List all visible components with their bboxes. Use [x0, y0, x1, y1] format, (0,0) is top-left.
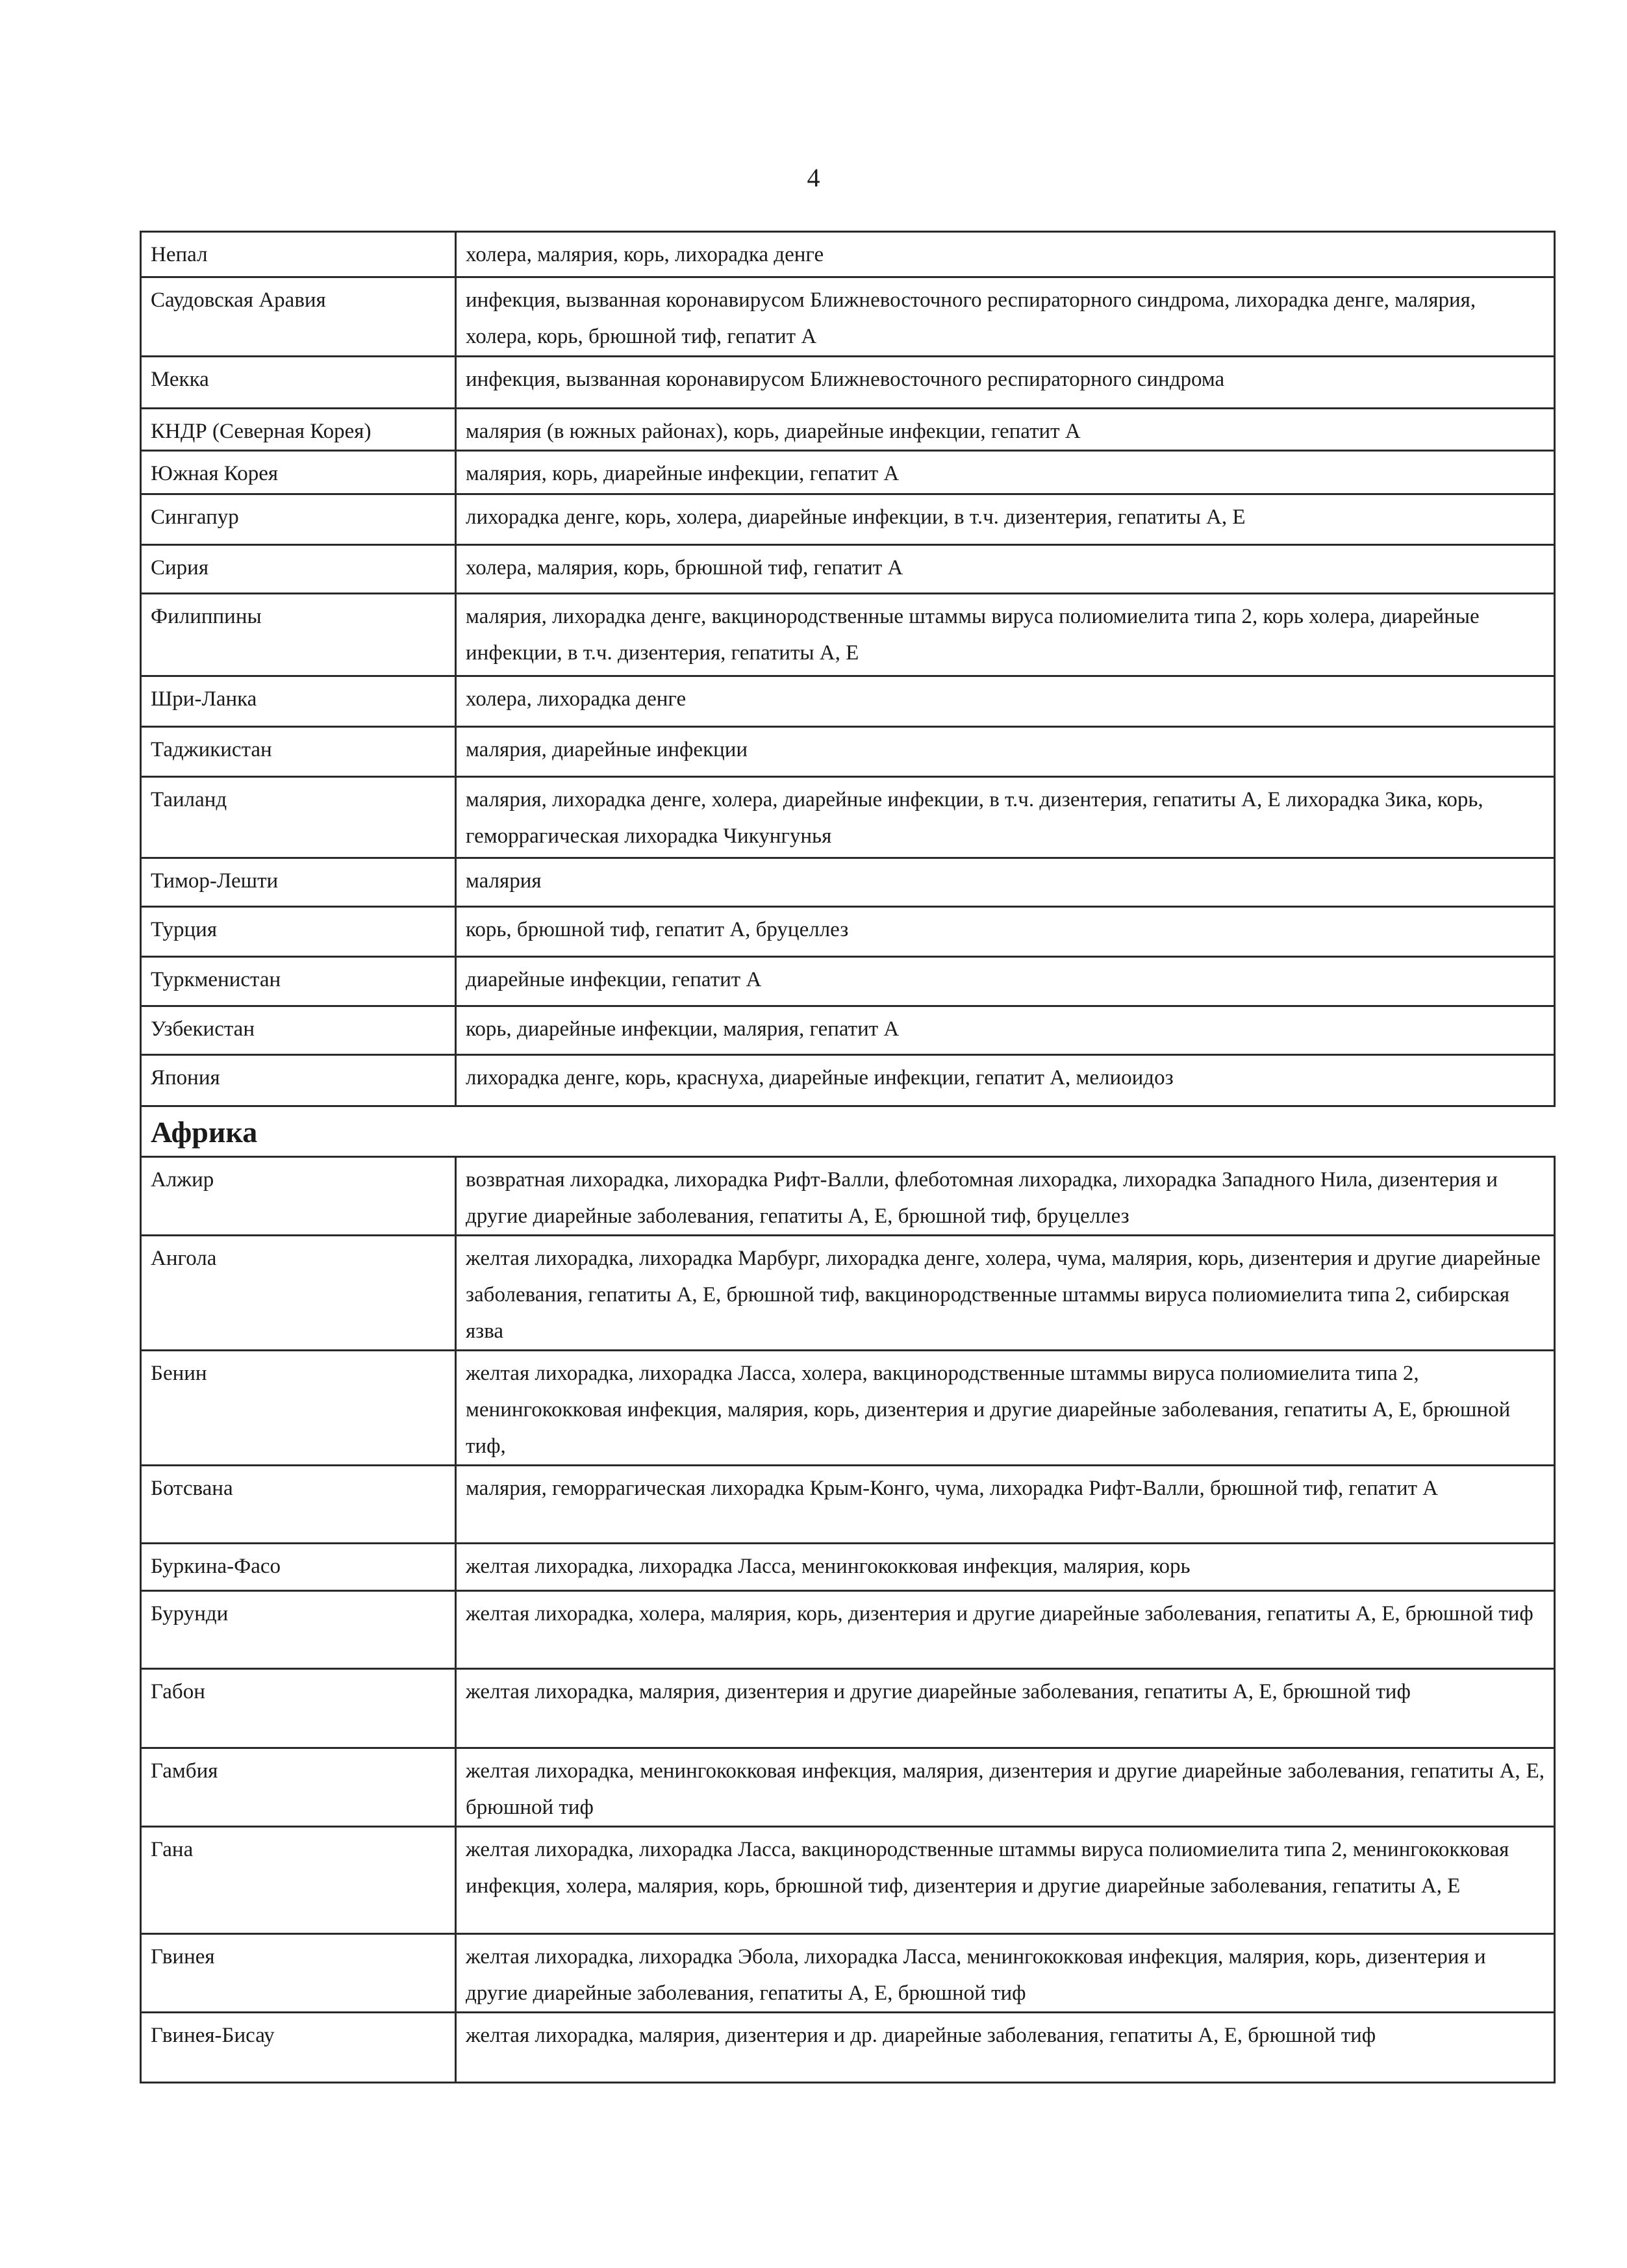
country-cell: Сингапур: [141, 494, 456, 545]
diseases-cell: желтая лихорадка, малярия, дизентерия и другие диарейные заболевания, гепатиты А, Е, брюшной тиф: [456, 1669, 1555, 1748]
country-cell: Филиппины: [141, 594, 456, 676]
diseases-cell: малярия: [456, 858, 1555, 907]
table-row: [141, 451, 1555, 494]
country-cell: Таиланд: [141, 777, 456, 858]
table-row: [141, 409, 1555, 451]
diseases-cell: малярия (в южных районах), корь, диарейные инфекции, гепатит А: [456, 409, 1555, 451]
diseases-cell: желтая лихорадка, лихорадка Ласса, холера, вакцинородственные штаммы вируса полиомиелита типа 2, менингококковая инфекция, малярия, корь, дизентерия и другие диарейные заболевания, гепатиты А, Е, брюшной тиф,: [456, 1351, 1555, 1466]
country-cell: Ангола: [141, 1236, 456, 1351]
table-row: [141, 957, 1555, 1006]
table-row: [141, 594, 1555, 676]
table-row: [141, 1934, 1555, 2013]
diseases-cell: малярия, диарейные инфекции: [456, 727, 1555, 777]
table-row: [141, 1748, 1555, 1827]
table-row: [141, 1351, 1555, 1466]
diseases-cell: желтая лихорадка, менингококковая инфекция, малярия, дизентерия и другие диарейные заболевания, гепатиты А, Е, брюшной тиф: [456, 1748, 1555, 1827]
diseases-cell: малярия, корь, диарейные инфекции, гепатит А: [456, 451, 1555, 494]
diseases-cell: желтая лихорадка, лихорадка Ласса, менингококковая инфекция, малярия, корь: [456, 1544, 1555, 1591]
country-cell: КНДР (Северная Корея): [141, 409, 456, 451]
country-cell: Мекка: [141, 357, 456, 409]
page-number: 4: [807, 163, 820, 192]
country-cell: Южная Корея: [141, 451, 456, 494]
country-cell: Гамбия: [141, 1748, 456, 1827]
country-cell: Сирия: [141, 545, 456, 594]
diseases-cell: желтая лихорадка, малярия, дизентерия и др. диарейные заболевания, гепатиты А, Е, брюшной тиф: [456, 2013, 1555, 2083]
table-row: [141, 1466, 1555, 1544]
country-cell: Непал: [141, 232, 456, 277]
table-row: [141, 232, 1555, 277]
country-cell: Гана: [141, 1827, 456, 1934]
country-cell: Тимор-Лешти: [141, 858, 456, 907]
country-cell: Гвинея: [141, 1934, 456, 2013]
region-header-row: [141, 1106, 1555, 1157]
disease-country-table: [140, 231, 1556, 2083]
table-row: [141, 545, 1555, 594]
diseases-cell: холера, малярия, корь, лихорадка денге: [456, 232, 1555, 277]
table-row: [141, 1827, 1555, 1934]
table-row: [141, 1544, 1555, 1591]
table-row: [141, 494, 1555, 545]
country-cell: Туркменистан: [141, 957, 456, 1006]
country-cell: Бенин: [141, 1351, 456, 1466]
diseases-cell: малярия, лихорадка денге, вакцинородственные штаммы вируса полиомиелита типа 2, корь холера, диарейные инфекции, в т.ч. дизентерия, гепатиты А, Е: [456, 594, 1555, 676]
table-row: [141, 2013, 1555, 2083]
country-cell: Бурунди: [141, 1591, 456, 1669]
diseases-cell: желтая лихорадка, лихорадка Эбола, лихорадка Ласса, менингококковая инфекция, малярия, корь, дизентерия и другие диарейные заболевания, гепатиты А, Е, брюшной тиф: [456, 1934, 1555, 2013]
country-cell: Алжир: [141, 1157, 456, 1236]
table-row: [141, 1006, 1555, 1055]
table-row: [141, 1669, 1555, 1748]
country-cell: Ботсвана: [141, 1466, 456, 1544]
table-row: [141, 1157, 1555, 1236]
table-row: [141, 907, 1555, 957]
country-cell: Таджикистан: [141, 727, 456, 777]
table-row: [141, 858, 1555, 907]
country-cell: Япония: [141, 1055, 456, 1106]
table-body: [141, 232, 1555, 2083]
table-row: [141, 777, 1555, 858]
diseases-cell: лихорадка денге, корь, холера, диарейные инфекции, в т.ч. дизентерия, гепатиты А, Е: [456, 494, 1555, 545]
diseases-cell: лихорадка денге, корь, краснуха, диарейные инфекции, гепатит А, мелиоидоз: [456, 1055, 1555, 1106]
table-row: [141, 1055, 1555, 1106]
table-row: [141, 357, 1555, 409]
table-row: [141, 1591, 1555, 1669]
country-cell: Узбекистан: [141, 1006, 456, 1055]
country-cell: Габон: [141, 1669, 456, 1748]
country-cell: Турция: [141, 907, 456, 957]
country-cell: Гвинея-Бисау: [141, 2013, 456, 2083]
diseases-cell: возвратная лихорадка, лихорадка Рифт-Валли, флеботомная лихорадка, лихорадка Западного Нила, дизентерия и другие диарейные заболевания, гепатиты А, Е, брюшной тиф, бруцеллез: [456, 1157, 1555, 1236]
table-row: [141, 277, 1555, 357]
diseases-cell: желтая лихорадка, лихорадка Ласса, вакцинородственные штаммы вируса полиомиелита типа 2, менингококковая инфекция, холера, малярия, корь, брюшной тиф, дизентерия и другие диарейные заболевания, гепатиты А, Е: [456, 1827, 1555, 1934]
diseases-cell: диарейные инфекции, гепатит А: [456, 957, 1555, 1006]
country-cell: Саудовская Аравия: [141, 277, 456, 357]
diseases-cell: малярия, лихорадка денге, холера, диарейные инфекции, в т.ч. дизентерия, гепатиты А, Е лихорадка Зика, корь, геморрагическая лихорадка Чикунгунья: [456, 777, 1555, 858]
diseases-cell: малярия, геморрагическая лихорадка Крым-Конго, чума, лихорадка Рифт-Валли, брюшной тиф, гепатит А: [456, 1466, 1555, 1544]
diseases-cell: корь, диарейные инфекции, малярия, гепатит А: [456, 1006, 1555, 1055]
table-row: [141, 676, 1555, 727]
region-header-africa: Африка: [141, 1106, 1555, 1157]
diseases-cell: холера, лихорадка денге: [456, 676, 1555, 727]
country-cell: Буркина-Фасо: [141, 1544, 456, 1591]
diseases-cell: инфекция, вызванная коронавирусом Ближневосточного респираторного синдрома: [456, 357, 1555, 409]
diseases-cell: корь, брюшной тиф, гепатит А, бруцеллез: [456, 907, 1555, 957]
table-row: [141, 1236, 1555, 1351]
diseases-cell: холера, малярия, корь, брюшной тиф, гепатит А: [456, 545, 1555, 594]
diseases-cell: желтая лихорадка, лихорадка Марбург, лихорадка денге, холера, чума, малярия, корь, дизентерия и другие диарейные заболевания, гепатиты А, Е, брюшной тиф, вакцинородственные штаммы вируса полиомиелита типа 2, сибирская язва: [456, 1236, 1555, 1351]
diseases-cell: желтая лихорадка, холера, малярия, корь, дизентерия и другие диарейные заболевания, гепатиты А, Е, брюшной тиф: [456, 1591, 1555, 1669]
diseases-cell: инфекция, вызванная коронавирусом Ближневосточного респираторного синдрома, лихорадка денге, малярия, холера, корь, брюшной тиф, гепатит А: [456, 277, 1555, 357]
table-row: [141, 727, 1555, 777]
country-cell: Шри-Ланка: [141, 676, 456, 727]
